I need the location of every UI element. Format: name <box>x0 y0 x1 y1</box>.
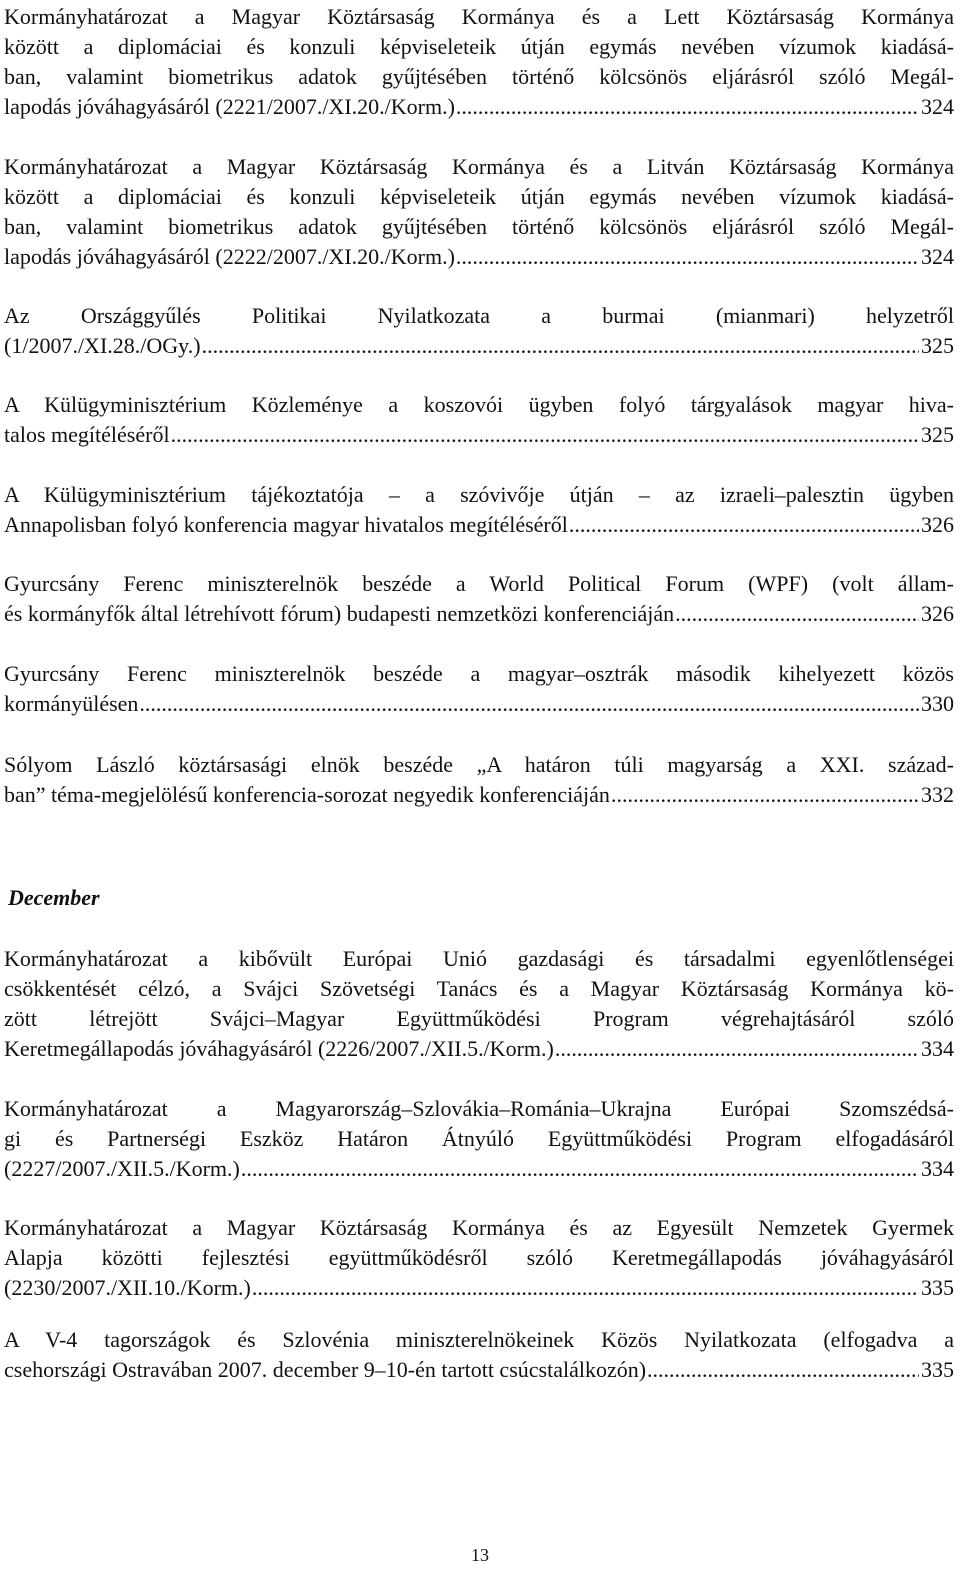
toc-entry-title-end: kormányülésen <box>4 691 139 716</box>
toc-entry-last-line <box>4 780 954 810</box>
section-title-december: December <box>8 885 100 910</box>
toc-entry <box>4 659 954 719</box>
toc-page-ref: 334 <box>921 1156 954 1181</box>
toc-entry-title-end: lapodás jóváhagyásáról (2222/2007./XI.20./Korm.) <box>4 244 455 269</box>
toc-entry-title-end: Keretmegállapodás jóváhagyásáról (2226/2007./XII.5./Korm.) <box>4 1036 554 1061</box>
toc-entry-last-line <box>4 689 954 719</box>
toc-entry-title-end: ban” téma-megjelölésű konferencia-sorozat negyedik konferenciáján <box>4 782 610 807</box>
toc-entry-line: Kormányhatározat a Magyar Köztársaság Kormánya és a Lett Köztársaság Kormánya <box>4 4 954 29</box>
toc-entry-line: csökkentését célzó, a Svájci Szövetségi Tanács és a Magyar Köztársaság Kormánya kö- <box>4 976 954 1001</box>
toc-entry-line: ban, valamint biometrikus adatok gyűjtésében történő kölcsönös eljárásról szóló Megál- <box>4 64 954 89</box>
toc-entry <box>4 480 954 540</box>
toc-entry-line: Gyurcsány Ferenc miniszterelnök beszéde a World Political Forum (WPF) (volt állam- <box>4 571 954 596</box>
toc-entry-last-line <box>4 1034 954 1064</box>
toc-page-ref: 324 <box>921 244 954 269</box>
toc-page-ref: 330 <box>921 691 954 716</box>
toc-entry <box>4 301 954 361</box>
toc-entry <box>4 2 954 122</box>
dot-leader <box>675 599 919 629</box>
toc-entry <box>4 569 954 629</box>
toc-page-ref: 332 <box>921 782 954 807</box>
toc-entry-title-end: és kormányfők által létrehívott fórum) budapesti nemzetközi konferenciáján <box>4 601 675 626</box>
toc-page-ref: 335 <box>921 1357 954 1382</box>
toc-entry-last-line <box>4 1355 954 1385</box>
toc-entry-last-line <box>4 1154 954 1184</box>
toc-entry-last-line <box>4 331 954 361</box>
toc-entry-line: A Külügyminisztérium tájékoztatója – a szóvivője útján – az izraeli–palesztin ügyben <box>4 482 954 507</box>
toc-entry-last-line <box>4 1273 954 1303</box>
toc-entry-title-end: (2230/2007./XII.10./Korm.) <box>4 1275 251 1300</box>
toc-entry-last-line <box>4 420 954 450</box>
dot-leader <box>569 510 919 540</box>
dot-leader <box>456 92 919 122</box>
toc-entry-last-line <box>4 92 954 122</box>
toc-entry <box>4 944 954 1064</box>
toc-page-ref: 325 <box>921 333 954 358</box>
toc-entry-last-line <box>4 599 954 629</box>
toc-entry-line: Kormányhatározat a Magyar Köztársaság Kormánya és az Egyesült Nemzetek Gyermek <box>4 1215 954 1240</box>
toc-entry-line: gi és Partnerségi Eszköz Határon Átnyúló Együttműködési Program elfogadásáról <box>4 1126 954 1151</box>
toc-entry-title-end: talos megítéléséről <box>4 422 170 447</box>
toc-entry-line: között a diplomáciai és konzuli képviseleteik útján egymás nevében vízumok kiadásá- <box>4 184 954 209</box>
toc-entry-last-line <box>4 510 954 540</box>
toc-entry <box>4 750 954 810</box>
toc-page-ref: 325 <box>921 422 954 447</box>
toc-entry-title-end: Annapolisban folyó konferencia magyar hivatalos megítéléséről <box>4 512 568 537</box>
dot-leader <box>647 1355 919 1385</box>
toc-page-ref: 335 <box>921 1275 954 1300</box>
toc-entry-line: Sólyom László köztársasági elnök beszéde „A határon túli magyarság a XXI. század- <box>4 752 954 777</box>
toc-page-ref: 326 <box>921 601 954 626</box>
toc-entry-title-end: csehországi Ostravában 2007. december 9–10-én tartott csúcstalálkozón) <box>4 1357 647 1382</box>
dot-leader <box>611 780 919 810</box>
toc-entry-line: Az Országgyűlés Politikai Nyilatkozata a burmai (mianmari) helyzetről <box>4 303 954 328</box>
toc-entry <box>4 390 954 450</box>
toc-entry <box>4 1325 954 1385</box>
toc-entry-line: között a diplomáciai és konzuli képviseleteik útján egymás nevében vízumok kiadásá- <box>4 34 954 59</box>
dot-leader <box>241 1154 919 1184</box>
toc-entry-line: Alapja közötti fejlesztési együttműködésről szóló Keretmegállapodás jóváhagyásáról <box>4 1245 954 1270</box>
dot-leader <box>252 1273 919 1303</box>
toc-entry-line: ban, valamint biometrikus adatok gyűjtésében történő kölcsönös eljárásról szóló Megál- <box>4 214 954 239</box>
toc-entry-line: A V-4 tagországok és Szlovénia miniszterelnökeinek Közös Nyilatkozata (elfogadva a <box>4 1327 954 1352</box>
dot-leader <box>456 242 919 272</box>
toc-page-ref: 334 <box>921 1036 954 1061</box>
dot-leader <box>555 1034 919 1064</box>
toc-entry <box>4 152 954 272</box>
toc-entry <box>4 1213 954 1303</box>
toc-entry-line: Gyurcsány Ferenc miniszterelnök beszéde a magyar–osztrák második kihelyezett közös <box>4 661 954 686</box>
toc-entry-last-line <box>4 242 954 272</box>
toc-entry-line: Kormányhatározat a Magyarország–Szlovákia–Románia–Ukrajna Európai Szomszédsá- <box>4 1096 954 1121</box>
toc-entry-line: Kormányhatározat a Magyar Köztársaság Kormánya és a Litván Köztársaság Kormánya <box>4 154 954 179</box>
toc-entry-line: zött létrejött Svájci–Magyar Együttműködési Program végrehajtásáról szóló <box>4 1006 954 1031</box>
toc-page-ref: 326 <box>921 512 954 537</box>
toc-entry <box>4 1094 954 1184</box>
dot-leader <box>171 420 919 450</box>
dot-leader <box>202 331 919 361</box>
page-number: 13 <box>471 1545 489 1565</box>
toc-entry-title-end: (1/2007./XI.28./OGy.) <box>4 333 201 358</box>
dot-leader <box>139 689 919 719</box>
toc-entry-title-end: lapodás jóváhagyásáról (2221/2007./XI.20./Korm.) <box>4 94 455 119</box>
toc-entry-title-end: (2227/2007./XII.5./Korm.) <box>4 1156 240 1181</box>
toc-entry-line: Kormányhatározat a kibővült Európai Unió gazdasági és társadalmi egyenlőtlenségei <box>4 946 954 971</box>
toc-entry-line: A Külügyminisztérium Közleménye a koszovói ügyben folyó tárgyalások magyar hiva- <box>4 392 954 417</box>
toc-page-ref: 324 <box>921 94 954 119</box>
